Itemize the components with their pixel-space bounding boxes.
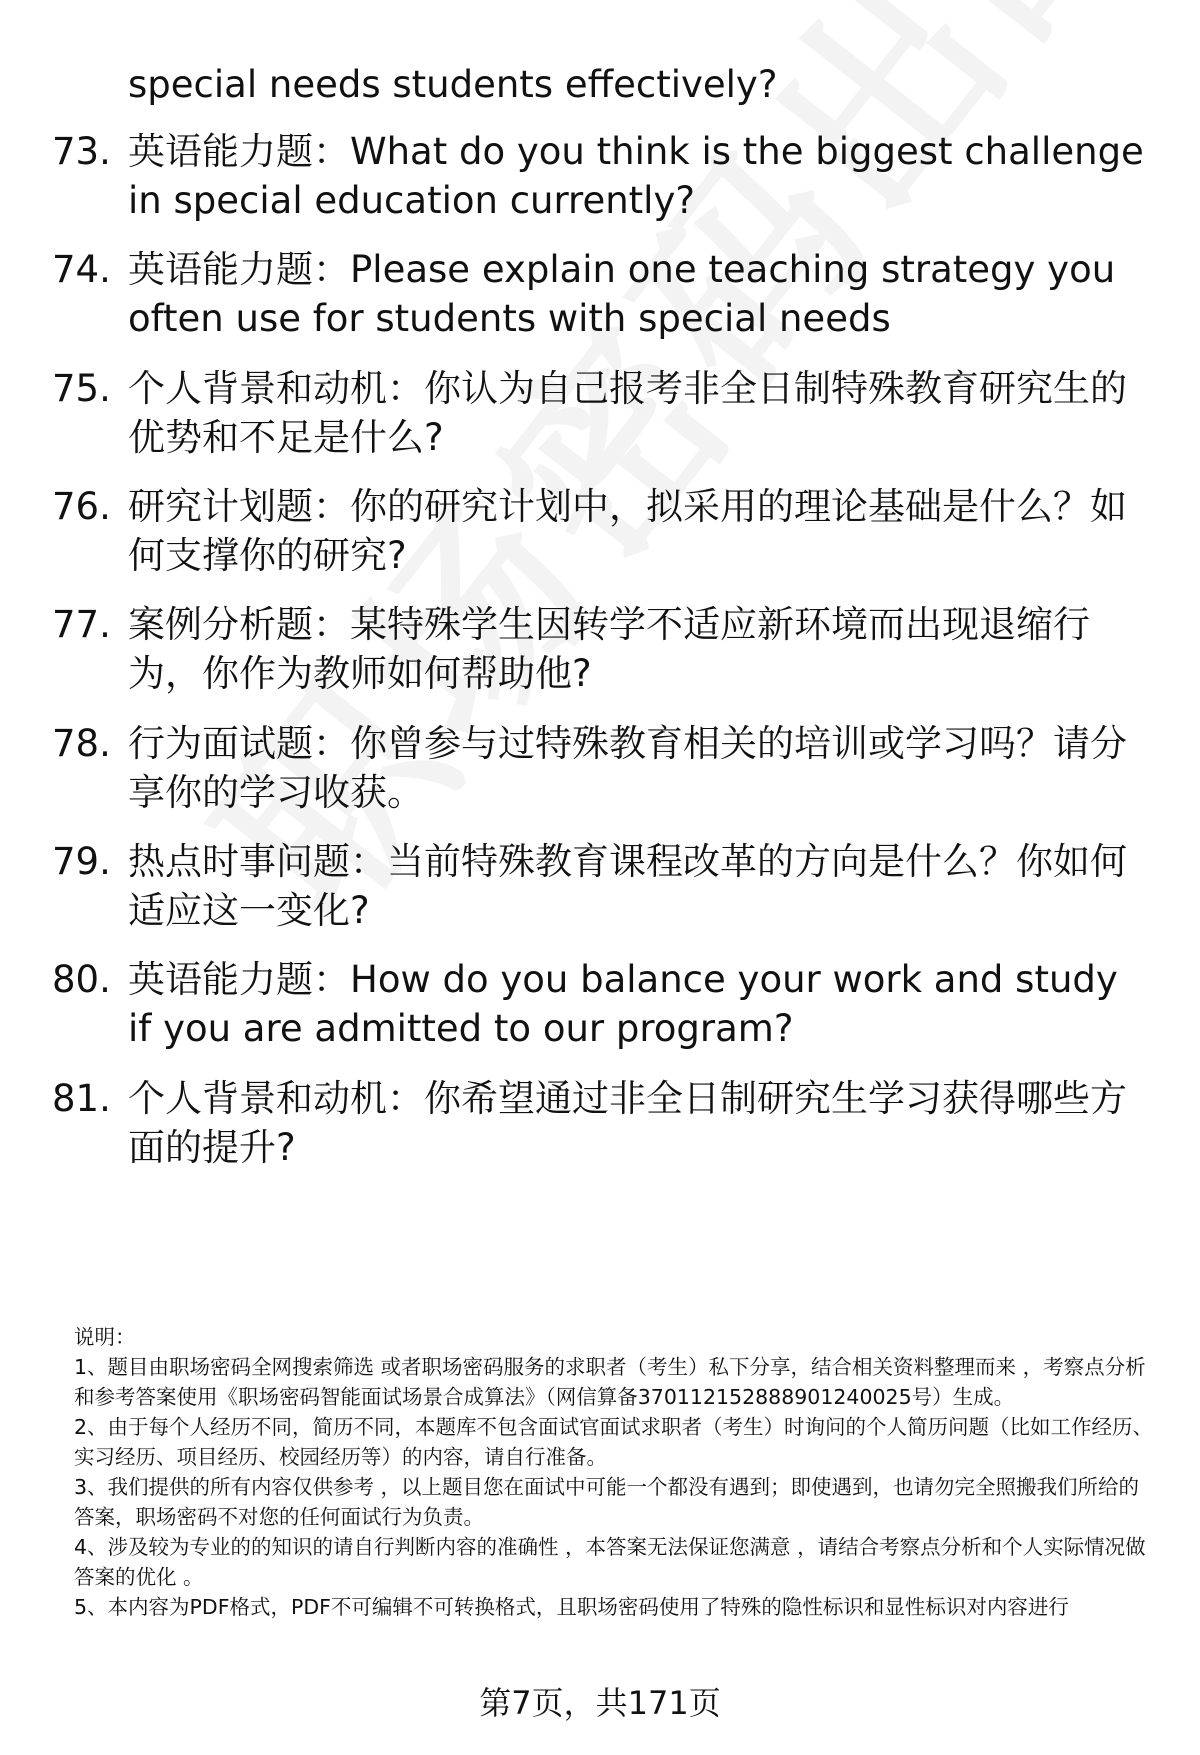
note-item: 3、我们提供的所有内容仅供参考 ，以上题目您在面试中可能一个都没有遇到；即使遇到，也请勿完全照搬我们所给的答案，职场密码不对您的任何面试行为负责。: [74, 1475, 1140, 1529]
question-text: 英语能力题：How do you balance your work and study if you are admitted to our program?: [128, 958, 1118, 1050]
question-number: 73.: [52, 130, 111, 173]
question-text: 英语能力题：What do you think is the biggest challenge in special education currently?: [128, 130, 1144, 222]
question-text: 研究计划题：你的研究计划中，拟采用的理论基础是什么？如何支撑你的研究?: [128, 485, 1127, 577]
question-number: 80.: [52, 958, 111, 1001]
note-item: 1、题目由职场密码全网搜索筛选 或者职场密码服务的求职者（考生）私下分享，结合相关资料整理而来 ，考察点分析和参考答案使用《职场密码智能面试场景合成算法》（网信算备370112152888901240025号）生成。: [74, 1355, 1146, 1409]
question-text: 案例分析题：某特殊学生因转学不适应新环境而出现退缩行为，你作为教师如何帮助他?: [128, 603, 1090, 695]
note-item: 5、本内容为PDF格式，PDF不可编辑不可转换格式，且职场密码使用了特殊的隐性标识和显性标识对内容进行: [74, 1595, 1069, 1619]
question-item: [52, 600, 1152, 698]
question-number: 79.: [52, 840, 111, 883]
question-item: [52, 719, 1152, 817]
question-text: 热点时事问题：当前特殊教育课程改革的方向是什么？你如何适应这一变化?: [128, 840, 1127, 932]
note-item: 2、由于每个人经历不同，简历不同，本题库不包含面试官面试求职者（考生）时询问的个人简历问题（比如工作经历、实习经历、项目经历、校园经历等）的内容，请自行准备。: [74, 1415, 1154, 1469]
continuation-line: [52, 60, 1152, 109]
question-number: 76.: [52, 485, 111, 528]
question-number: 78.: [52, 722, 111, 765]
question-item: [52, 482, 1152, 580]
question-item: [52, 364, 1152, 462]
question-number: 75.: [52, 367, 111, 410]
question-item: [52, 837, 1152, 935]
notes-section: [74, 1322, 1154, 1622]
question-item: [52, 1074, 1152, 1172]
page-footer: 第7页，共171页: [479, 1684, 721, 1722]
question-text: 个人背景和动机：你希望通过非全日制研究生学习获得哪些方面的提升?: [128, 1077, 1127, 1169]
question-number: 81.: [52, 1077, 111, 1120]
question-text: 英语能力题：Please explain one teaching strategy you often use for students with special needs: [128, 248, 1116, 340]
continuation-text: special needs students effectively?: [128, 63, 778, 106]
question-number: 74.: [52, 248, 111, 291]
question-item: [52, 127, 1152, 225]
notes-title: 说明：: [74, 1325, 136, 1349]
question-text: 个人背景和动机：你认为自己报考非全日制特殊教育研究生的优势和不足是什么?: [128, 367, 1127, 459]
question-text: 行为面试题：你曾参与过特殊教育相关的培训或学习吗？请分享你的学习收获。: [128, 722, 1127, 814]
question-item: [52, 955, 1152, 1053]
question-item: [52, 245, 1152, 343]
question-number: 77.: [52, 603, 111, 646]
note-item: 4、涉及较为专业的的知识的请自行判断内容的准确性 ，本答案无法保证您满意 ，请结合考察点分析和个人实际情况做答案的优化 。: [74, 1535, 1146, 1589]
